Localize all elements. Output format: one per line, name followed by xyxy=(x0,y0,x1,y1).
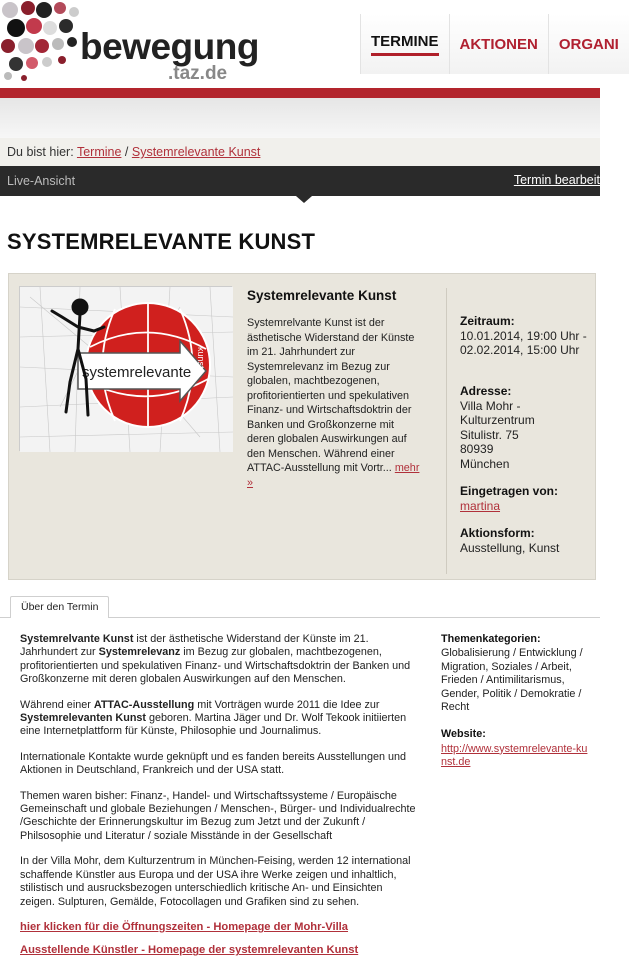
body-paragraph: Themen waren bisher: Finanz-, Handel- und Wirtschaftssysteme / Europäische Gemeinschaft und globale Beziehungen / Menschen-, Bürger- und Individualrechte /Geschichte der Erinnerungskultur im Bezug zum Jetzt und der Zukunft / Philsosophie und Literatur / soziale Misstände in der Gesellschaft xyxy=(20,789,416,842)
site-header xyxy=(0,0,619,90)
nav-termine-label: TERMINE xyxy=(371,33,439,56)
event-description-text: Systemrelvante Kunst ist der ästhetische Widerstand der Künste im 21. Jahrhundert zur Systemrelevanz im Bezug zur globalen, machtbezogenen, profitorientierten und spekulativen Finanz- und Wirtschaftsdoktrin der Banken und Großkonzerne mit deren globalen Auswirkungen auf den Menschen. Während einer ATTAC-Ausstellung mit Vortr... xyxy=(247,317,415,474)
eingetragen-block xyxy=(460,484,592,513)
aktionsform-label: Aktionsform: xyxy=(460,526,535,540)
header-gray-band xyxy=(0,98,600,138)
body-paragraph: Internationale Kontakte wurde geknüpft und es fanden bereits Ausstellungen und Aktionen in Deutschland, Frankreich und der USA statt. xyxy=(20,750,406,777)
body-bold: Systemrelevanten Kunst xyxy=(20,712,147,725)
breadcrumb xyxy=(7,144,260,164)
body-text: ist der ästhetische Widerstand der Künste im 21. Jahrhundert zur xyxy=(20,633,369,659)
aktionsform-value: Ausstellung, Kunst xyxy=(460,540,560,555)
logo-text[interactable]: bewegung xyxy=(80,26,259,67)
body-bold: Systemrelvante Kunst xyxy=(20,633,134,645)
event-description xyxy=(247,316,423,490)
body-paragraph: In der Villa Mohr, dem Kulturzentrum in München-Feising, werden 12 international schaffende Künstler aus Europa und der USA ihre Werke zeigen und inhaltlich, stilistisch und ausrucksbezogen unterschiedlich kritische An- und Einsichten zeigen. Sulpturen, Gemälde, Fotocollagen und Grafiken sind zu sehen. xyxy=(20,855,411,908)
nav-organisationen[interactable] xyxy=(548,14,629,74)
adresse-block xyxy=(460,384,592,471)
body-text: Während einer xyxy=(20,698,94,711)
breadcrumb-prefix: Du bist hier: xyxy=(7,145,74,159)
website-label: Website: xyxy=(441,728,486,741)
nav-termine[interactable] xyxy=(360,14,449,74)
breadcrumb-separator: / xyxy=(124,145,129,159)
zeitraum-label: Zeitraum: xyxy=(460,314,515,328)
event-body xyxy=(20,633,420,968)
body-text: im Bezug zur globalen, machtbezogenen, profitorientierten und spekulativen Finanz- und Wirtschaftsdoktrin der Banken und Großkonzerne mit deren globalen Auswirkungen auf den Menschen. xyxy=(20,646,411,686)
view-toolbar xyxy=(0,166,600,196)
event-summary-box xyxy=(8,273,596,580)
page-title: SYSTEMRELEVANTE KUNST xyxy=(7,229,316,254)
zeitraum-value: 10.01.2014, 19:00 Uhr - 02.02.2014, 15:00 Uhr xyxy=(460,328,587,357)
edit-event-link[interactable]: Termin bearbeit xyxy=(513,173,600,187)
more-link[interactable]: mehr » xyxy=(247,462,420,489)
categories-value: Globalisierung / Entwicklung / Migration, Soziales / Arbeit, Frieden / Antimilitarismus, Gender, Politik / Demokratie / Recht xyxy=(441,647,583,714)
body-text: mit Vorträgen wurde 2011 die Idee zur xyxy=(194,698,380,711)
header-red-bar xyxy=(0,88,600,98)
artists-link[interactable]: Ausstellende Künstler - Homepage der systemrelevanten Kunst xyxy=(20,944,359,957)
adresse-line: Villa Mohr - xyxy=(460,398,521,413)
main-nav xyxy=(360,14,629,84)
body-bold: ATTAC-Ausstellung xyxy=(93,698,195,711)
aktionsform-block xyxy=(460,526,592,555)
adresse-line: München xyxy=(460,456,510,471)
adresse-line: 80939 xyxy=(460,442,494,456)
toolbar-pointer-icon xyxy=(296,196,312,203)
zeitraum-block xyxy=(460,314,592,358)
adresse-line: Kulturzentrum xyxy=(460,413,535,427)
author-link[interactable]: martina xyxy=(460,498,501,513)
website-link[interactable]: http://www.systemrelevante-kunst.de xyxy=(441,742,588,769)
nav-aktionen-label: AKTIONEN xyxy=(459,35,538,53)
event-sidebar xyxy=(441,633,591,770)
summary-divider xyxy=(446,288,447,574)
body-paragraph xyxy=(20,633,420,687)
event-image-art xyxy=(20,287,233,452)
breadcrumb-link-termine[interactable]: Termine xyxy=(76,145,122,159)
live-view-label[interactable]: Live-Ansicht xyxy=(7,174,76,188)
event-image[interactable] xyxy=(19,286,232,451)
body-paragraph xyxy=(20,699,420,739)
adresse-label: Adresse: xyxy=(460,384,512,398)
breadcrumb-link-current[interactable]: Systemrelevante Kunst xyxy=(131,145,261,159)
nav-organisationen-label: ORGANI xyxy=(558,35,619,53)
body-text: geboren. Martina Jäger und Dr. Wolf Tekook initiierten eine Internetplattform für Künste, Philosophie und Journalimus. xyxy=(20,712,407,738)
nav-aktionen[interactable] xyxy=(449,14,548,74)
body-bold: Systemrelevanz xyxy=(98,646,181,659)
eingetragen-label: Eingetragen von: xyxy=(460,484,559,498)
logo-dots-icon[interactable] xyxy=(0,0,84,82)
categories-label: Themenkategorien: xyxy=(441,633,541,645)
event-title: Systemrelevante Kunst xyxy=(247,288,397,303)
opening-hours-link[interactable]: hier klicken für die Öffnungszeiten - Homepage der Mohr-Villa xyxy=(20,920,349,933)
image-caption: systemrelevante xyxy=(82,364,192,381)
tab-ueber-den-termin[interactable]: Über den Termin xyxy=(10,596,109,618)
adresse-line: Situlistr. 75 xyxy=(460,427,519,442)
image-side-text: kunst xyxy=(196,347,206,369)
logo-subtext[interactable]: .taz.de xyxy=(168,63,228,84)
